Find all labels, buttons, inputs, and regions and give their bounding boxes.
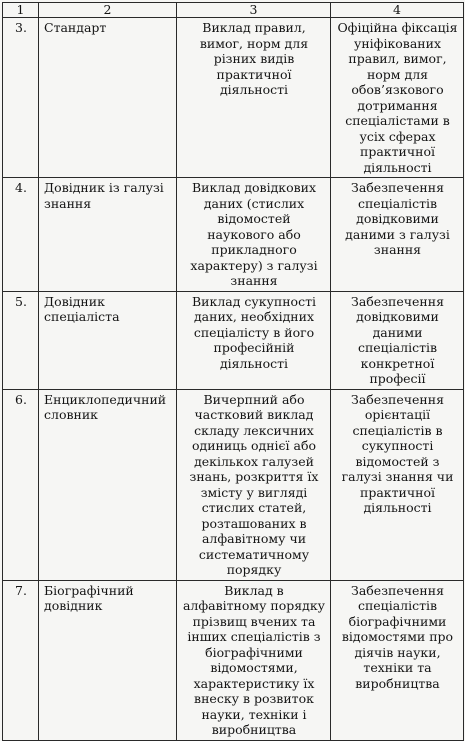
table-row [3, 178, 464, 292]
row-purpose: Забезпечення довідковими даними спеціалістів конкретної професії [331, 291, 464, 389]
row-content: Виклад сукупності даних, необхідних спеціалісту в його професійній діяльності [177, 291, 331, 389]
reference-table [2, 2, 464, 741]
row-term: Енциклопедичний словник [39, 389, 177, 580]
table-row [3, 291, 464, 389]
row-number: 3. [3, 18, 39, 178]
table-row [3, 580, 464, 740]
row-term: Довідник спеціаліста [39, 291, 177, 389]
table-row [3, 389, 464, 580]
row-number: 6. [3, 389, 39, 580]
header-cell: 1 [3, 3, 39, 18]
row-purpose: Забезпечення орієнтації спеціалістів в сукупності відомостей з галузі знання чи практичної діяльності [331, 389, 464, 580]
row-purpose: Забезпечення спеціалістів довідковими даними з галузі знання [331, 178, 464, 292]
header-cell: 2 [39, 3, 177, 18]
row-purpose: Забезпечення спеціалістів біографічними відомостями про діячів науки, техніки та виробництва [331, 580, 464, 740]
row-content: Виклад довідкових даних (стислих відомостей наукового або прикладного характеру) з галузі знання [177, 178, 331, 292]
row-content: Виклад в алфавітному порядку прізвищ вчених та інших спеціалістів з біографічними відомостями, характеристику їх внеску в розвиток науки, техніки і виробництва [177, 580, 331, 740]
row-term: Біографічний довідник [39, 580, 177, 740]
document-page [2, 2, 463, 737]
row-term: Стандарт [39, 18, 177, 178]
row-purpose: Офіційна фіксація уніфікованих правил, вимог, норм для обов’язкового дотримання спеціалістами в усіх сферах практичної діяльності [331, 18, 464, 178]
table-row [3, 18, 464, 178]
header-cell: 4 [331, 3, 464, 18]
row-content: Вичерпний або частковий виклад складу лексичних одиниць однієї або декількох галузей знань, розкриття їх змісту у вигляді стислих статей, розташованих в алфавітному чи систематичному порядку [177, 389, 331, 580]
row-number: 5. [3, 291, 39, 389]
row-number: 4. [3, 178, 39, 292]
table-header-row [3, 3, 464, 18]
row-number: 7. [3, 580, 39, 740]
row-term: Довідник із галузі знання [39, 178, 177, 292]
row-content: Виклад правил, вимог, норм для різних видів практичної діяльності [177, 18, 331, 178]
header-cell: 3 [177, 3, 331, 18]
